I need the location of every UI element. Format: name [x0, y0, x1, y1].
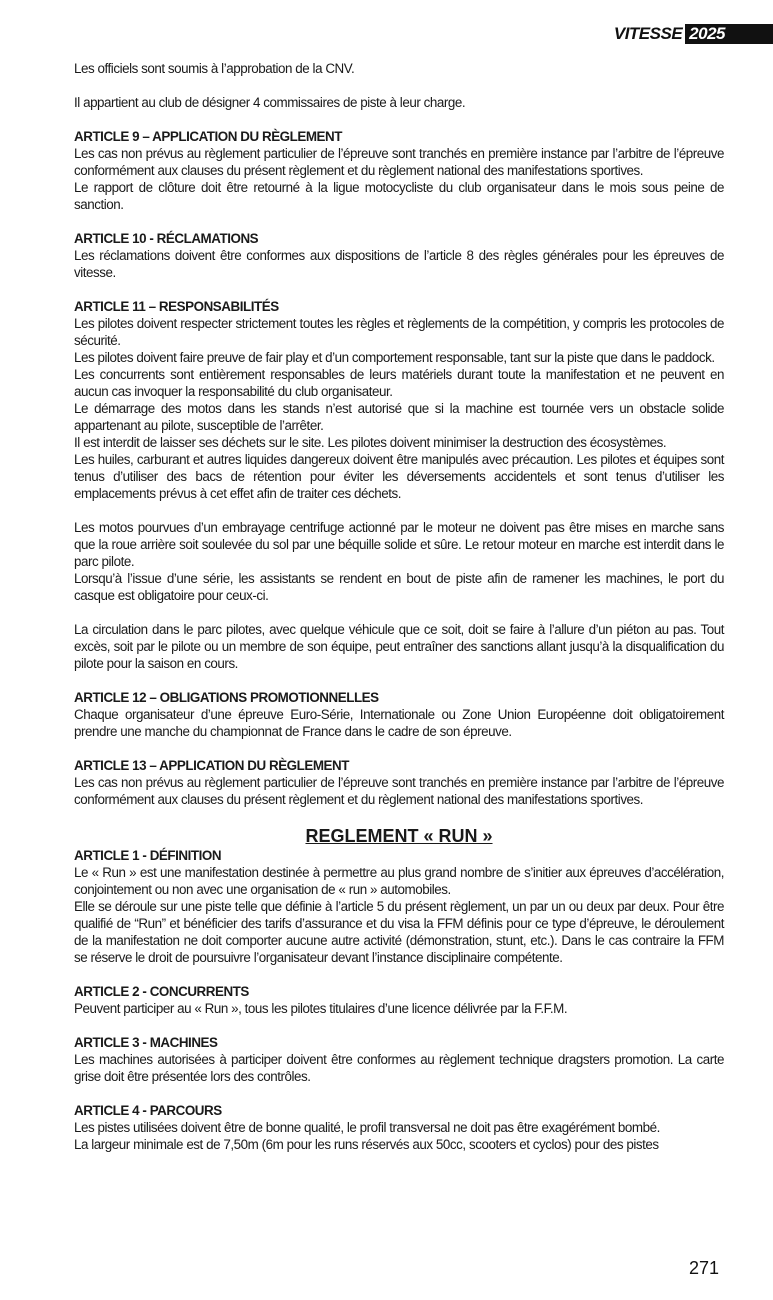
run-article-2 — [74, 983, 724, 1017]
article-12 — [74, 689, 724, 740]
article-paragraph: Les concurrents sont entièrement responsables de leurs matériels durant toute la manifestation et ne peuvent en aucun cas invoquer la responsabilité du club organisateur. — [74, 367, 724, 399]
article-title: ARTICLE 2 - CONCURRENTS — [74, 984, 249, 999]
intro-paragraph: Il appartient au club de désigner 4 commissaires de piste à leur charge. — [74, 95, 466, 110]
article-paragraph: Le rapport de clôture doit être retourné à la ligue motocycliste du club organisateur dans le mois sous peine de sanction. — [74, 180, 724, 212]
article-title: ARTICLE 10 - RÉCLAMATIONS — [74, 231, 259, 246]
header-label: VITESSE — [613, 24, 683, 43]
article-title: ARTICLE 13 – APPLICATION DU RÈGLEMENT — [74, 758, 349, 773]
article-title: ARTICLE 9 – APPLICATION DU RÈGLEMENT — [74, 129, 342, 144]
article-paragraph: Il est interdit de laisser ses déchets sur le site. Les pilotes doivent minimiser la destruction des écosystèmes. — [74, 435, 667, 450]
article-9 — [74, 128, 724, 213]
article-title: ARTICLE 3 - MACHINES — [74, 1035, 218, 1050]
running-header — [614, 24, 773, 44]
header-year: 2025 — [685, 24, 773, 44]
article-paragraph: Le démarrage des motos dans les stands n’est autorisé que si la machine est tournée vers un obstacle solide appartenant au pilote, susceptible de l’arrêter. — [74, 401, 724, 433]
article-paragraph: Les réclamations doivent être conformes aux dispositions de l’article 8 des règles générales pour les épreuves de vitesse. — [74, 248, 724, 280]
article-paragraph: Les pilotes doivent faire preuve de fair play et d’un comportement responsable, tant sur la piste que dans le paddock. — [74, 350, 715, 365]
article-title: ARTICLE 1 - DÉFINITION — [74, 848, 222, 863]
article-paragraph: Les machines autorisées à participer doivent être conformes au règlement technique dragsters promotion. La carte grise doit être présentée lors des contrôles. — [74, 1052, 724, 1084]
article-paragraph: Les pistes utilisées doivent être de bonne qualité, le profil transversal ne doit pas être exagérément bombé. — [74, 1120, 660, 1135]
article-paragraph: Les pilotes doivent respecter strictement toutes les règles et règlements de la compétition, y compris les protocoles de sécurité. — [74, 316, 724, 348]
article-paragraph: Chaque organisateur d’une épreuve Euro-Série, Internationale ou Zone Union Européenne doit obligatoirement prendre une manche du championnat de France dans le cadre de son épreuve. — [74, 707, 724, 739]
article-10 — [74, 230, 724, 281]
article-13 — [74, 757, 724, 808]
article-paragraph: La largeur minimale est de 7,50m (6m pour les runs réservés aux 50cc, scooters et cyclos) pour des pistes — [74, 1137, 659, 1152]
article-title: ARTICLE 4 - PARCOURS — [74, 1103, 222, 1118]
run-article-1 — [74, 847, 724, 966]
article-paragraph: La circulation dans le parc pilotes, avec quelque véhicule que ce soit, doit se faire à l’allure d’un piéton au pas. Tout excès, soit par le pilote ou un membre de son équipe, peut entraîner des sanctions allant jusqu’à la disqualification du pilote pour la saison en cours. — [74, 622, 724, 671]
article-11 — [74, 298, 724, 672]
article-paragraph: Lorsqu’à l’issue d’une série, les assistants se rendent en bout de piste afin de ramener les machines, le port du casque est obligatoire pour ceux-ci. — [74, 571, 724, 603]
run-article-3 — [74, 1034, 724, 1085]
page-number: 271 — [688, 1258, 719, 1278]
article-paragraph: Peuvent participer au « Run », tous les pilotes titulaires d’une licence délivrée par la F.F.M. — [74, 1001, 568, 1016]
intro-paragraph: Les officiels sont soumis à l’approbation de la CNV. — [74, 61, 355, 76]
article-paragraph: Les huiles, carburant et autres liquides dangereux doivent être manipulés avec précaution. Les pilotes et équipes sont tenus d’utiliser des bacs de rétention pour éviter les déversements accidentels et sont tenus d’utiliser les emplacements prévus à cet effet afin de traiter ces déchets. — [74, 452, 724, 501]
article-paragraph: Le « Run » est une manifestation destinée à permettre au plus grand nombre de s’initier aux épreuves d’accélération, conjointement ou non avec une organisation de « run » automobiles. — [74, 865, 724, 897]
article-title: ARTICLE 12 – OBLIGATIONS PROMOTIONNELLES — [74, 690, 379, 705]
section-title: REGLEMENT « RUN » — [305, 826, 493, 846]
article-title: ARTICLE 11 – RESPONSABILITÉS — [74, 299, 279, 314]
article-paragraph: Les cas non prévus au règlement particulier de l’épreuve sont tranchés en première instance par l’arbitre de l’épreuve conformément aux clauses du présent règlement et du règlement national des manifestations sportives. — [74, 775, 724, 807]
run-article-4 — [74, 1102, 724, 1153]
article-paragraph: Les cas non prévus au règlement particulier de l’épreuve sont tranchés en première instance par l’arbitre de l’épreuve conformément aux clauses du présent règlement et du règlement national des manifestations sportives. — [74, 146, 724, 178]
article-paragraph: Elle se déroule sur une piste telle que définie à l’article 5 du présent règlement, un par un ou deux par deux. Pour être qualifié de “Run” et bénéficier des tarifs d’assurance et du visa la FFM définis pour ce type d’épreuve, le déroulement de la manifestation ne doit comporter aucune autre activité (démonstration, stunt, etc.). Dans le cas contraire la FFM se réserve le droit de poursuivre l’organisateur devant l’instance disciplinaire compétente. — [74, 899, 724, 965]
article-paragraph: Les motos pourvues d’un embrayage centrifuge actionné par le moteur ne doivent pas être mises en marche sans que la roue arrière soit soulevée du sol par une béquille solide et sûre. Le retour moteur en marche est interdit dans le parc pilote. — [74, 520, 724, 569]
page-content — [74, 60, 724, 1153]
